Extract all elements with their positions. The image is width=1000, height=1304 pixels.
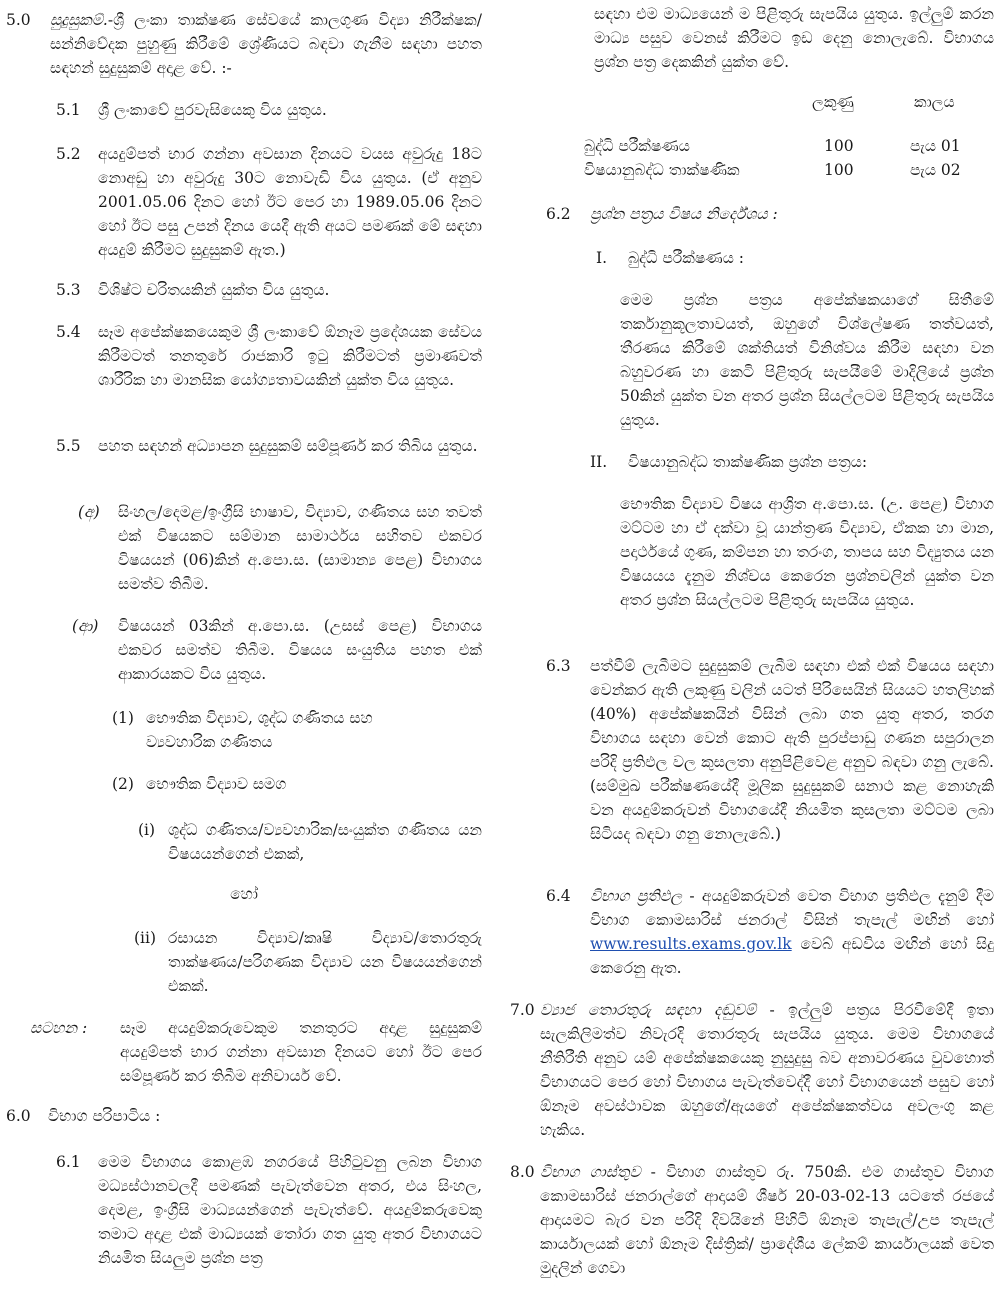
item-text: භෞතික විද්‍යාව සමග xyxy=(146,775,287,793)
section-number: 6.3 xyxy=(546,657,571,675)
section-number: 6.1 xyxy=(56,1153,81,1171)
section-text: සඳහා එම මාධ්‍යයෙන් ම පිළිතුරු සැපයිය යුතුය. ඉල්ලුම් කරන මාධ්‍ය පසුව වෙනස් කිරීමට ඉඩ දෙනු නොලැබේ. විභාගය ප්‍රශ්න පත්‍ර දෙකකින් යුක්ත වේ. xyxy=(594,5,994,71)
section-text: විභාග පරිපාටිය : xyxy=(48,1107,161,1125)
section-number: 5.3 xyxy=(56,281,81,299)
section-number: 8.0 xyxy=(510,1163,535,1181)
table-header-marks: ලකුණු xyxy=(812,93,854,111)
item-label: (2) xyxy=(112,775,134,793)
table-row-subject: බුද්ධි පරීක්ෂණය xyxy=(584,137,690,155)
paper-text: මෙම ප්‍රශ්න පත්‍රය අපේක්ෂකයාගේ සිතීමේ තර්කානුකූලතාවයත්, ඔහුගේ විශ්ලේෂණ තත්වයත්, තීරණය කිරීමේ ශක්තියත් විනිශ්වය කිරීම සඳහා වන බහුවරණ හා කෙටි පිළිතුරු සැපයීමේ මාදිලියේ ප්‍රශ්න 50කින් යුක්ත වන අතර ප්‍රශ්න සියල්ලටම පිළිතුරු සැපයිය යුතුය. xyxy=(620,291,994,429)
exam-papers-table xyxy=(580,90,1000,186)
section-text: ව්‍යාජ තොරතුරු සඳහා දඬුවම් - ඉල්ලුම් පත්‍රය පිරවීමේදී ඉතා සැලකිලිමත්ව නිවැරදි තොරතුරු සැපයිය යුතුය. මෙම විභාගයේ නීතිරීති අනුව යම් අපේක්ෂකයෙකු නුසුදුසු බව අනාවරණය වුවහොත් විභාගයට පෙර හෝ විභාගය පැවැත්වෙද්දී හෝ විභාගයෙන් පසුව හෝ ඕනෑම අවස්ථාවක ඔහුගේ/ඇයගේ අපේක්ෂකත්වය අවලංගු කළ හැකිය. xyxy=(540,1001,994,1139)
section-text: සෑම අපේක්ෂකයෙකුම ශ්‍රී ලංකාවේ ඕනෑම ප්‍රදේශයක සේවය කිරීමටත් තනතුරේ රාජකාරි ඉටු කිරීමටත් ප්‍රමාණවත් ශාරීරික හා මානසික යෝග්‍යතාවයකින් යුක්ත විය යුතුය. xyxy=(98,323,482,389)
section-text: විශිෂ්ට චරිතයකින් යුක්ත විය යුතුය. xyxy=(98,281,330,299)
paper-label: I. xyxy=(596,249,608,267)
section-text: මෙම විභාගය කොළඹ නගරයේ පිහිටුවනු ලබන විභාග මධ්‍යස්ථානවලදී පමණක් පැවැත්වෙන අතර, එය සිංහල, දෙමළ, ඉංග්‍රීසි මාධ්‍යයන්ගෙන් පැවැත්වේ. අයදුම්කරුවෙකු තමාට අදාළ එක් මාධ්‍යයක් තෝරා ගත යුතු අතර විභාගයට නියමිත සියලුම ප්‍රශ්න පත්‍ර xyxy=(98,1153,482,1267)
paper-title: බුද්ධි පරීක්ෂණය : xyxy=(628,249,745,267)
item-label: (i) xyxy=(138,821,156,839)
note-text: සෑම අයදුම්කරුවෙකුම තනතුරට අදාළ සුදුසුකම් අයදුම්පත් භාර ගන්නා අවසාන දිනයට හෝ ඊට පෙර සම්පූර්ණ කර තිබීම අනිවාර්ය වේ. xyxy=(120,1019,482,1085)
paper-title: විෂයානුබද්ධ තාක්ෂණික ප්‍රශ්න පත්‍රය: xyxy=(628,453,868,471)
section-number: 6.2 xyxy=(546,205,571,223)
section-text: විභාග ගාස්තුව - විභාග ගාස්තුව රු. 750කි. එම ගාස්තුව විභාග කොමසාරිස් ජනරාල්ගේ ආදායම් ශීර්ෂ 20-03-02-13 යටතේ රජයේ ආදායමට බැර වන පරිදි දිවයිනේ පිහිටි ඕනෑම තැපැල්/උප තැපැල් කාර්යාලයක් හෝ ඕනෑම දිස්ත්‍රික්/ ප්‍රාදේශීය ලේකම් කාර්යාලයක් වෙත මුදලින් ගෙවා xyxy=(540,1163,994,1277)
table-row-marks: 100 xyxy=(824,137,854,155)
table-row-time: පැය 01 xyxy=(910,137,961,155)
section-number: 6.4 xyxy=(546,887,571,905)
section-number: 7.0 xyxy=(510,1001,535,1019)
section-number: 6.0 xyxy=(6,1107,31,1125)
item-label: (ආ) xyxy=(72,617,99,635)
section-text: අයදුම්පත් භාර ගන්නා අවසාන දිනයට වයස අවුරුදු 18ට නොඅඩු හා අවුරුදු 30ට නොවැඩි විය යුතුය. (ඒ අනුව 2001.05.06 දිනට හෝ ඊට පෙර හා 1989.05.06 දිනට හෝ ඊට පසු උපන් දිනය යෙදී ඇති අයට පමණක් මේ සඳහා අයදුම් කිරීමට සුදුසුකම් ඇත.) xyxy=(98,145,482,259)
item-label: (අ) xyxy=(78,503,100,521)
paper-text: භෞතික විද්‍යාව විෂය ආශ්‍රිත අ.පො.ස. (උ. පෙළ) විභාග මට්ටම හා ඒ දක්වා වූ යාන්ත්‍රණ විද්‍යාව, ඒකක හා මාන, පදාර්ථයේ ගුණ, කම්පන හා තරංග, තාපය සහ විද්‍යුතය යන විෂයයය දැනුම නිශ්චය කෙරෙන ප්‍රශ්නවලින් යුක්ත වන අතර ප්‍රශ්න සියල්ලටම පිළිතුරු සැපයිය යුතුය. xyxy=(620,495,994,609)
item-label: (1) xyxy=(112,709,134,727)
table-row-subject: විෂයානුබද්ධ තාක්ෂණික xyxy=(584,161,740,179)
section-text: විභාග ප්‍රතිඵල - අයදුම්කරුවන් වෙත විභාග ප්‍රතිඵල දැනුම් දීම විභාග කොමසාරිස් ජනරාල් විසින් තැපැල් මඟින් හෝ www.results.exams.gov.lk වෙබ් අඩවිය මඟින් හෝ සිදු කෙරෙනු ඇත. xyxy=(590,887,995,977)
item-text: විෂයයන් 03කින් අ.පො.ස. (උසස් පෙළ) විභාගය එකවර සමත්ව තිබීම. විෂයය සංයුතිය පහත එක් ආකාරයකට විය යුතුය. xyxy=(118,617,482,683)
section-number: 5.4 xyxy=(56,323,81,341)
table-row-time: පැය 02 xyxy=(910,161,961,179)
section-text: පහත සඳහන් අධ්‍යාපන සුදුසුකම් සම්පූර්ණ කර තිබිය යුතුය. xyxy=(98,437,478,455)
paper-label: II. xyxy=(590,453,608,471)
section-text: පත්වීම් ලැබීමට සුදුසුකම් ලැබීම සඳහා එක් එක් විෂයය සඳහා වෙන්කර ඇති ලකුණු වලින් යටත් පිරිසෙයින් සියයට හතලිහක් (40%) අපේක්ෂකයින් විසින් ලබා ගත යුතු අතර, තරග විභාගය සඳහා වෙන් කොට ඇති පුරප්පාඩු ගණන සපුරාලන පරිදි ප්‍රතිඵල වල කුසලතා අනුපිළිවෙළ අනුව බඳවා ගනු ලැබේ. (සම්මුඛ පරීක්ෂණයේදී මූලික සුදුසුකම් සනාථ කළ නොහැකි වන අයදුම්කරුවන් විභාගයේදී නියමිත කුසලතා මට්ටම ලබා සිටියද බඳවා ගනු නොලැබේ.) xyxy=(590,657,994,843)
section-number: 5.1 xyxy=(56,101,81,119)
section-text: ප්‍රශ්න පත්‍රය විෂය නිර්දේශය : xyxy=(590,205,778,223)
item-label: (ii) xyxy=(134,929,157,947)
results-website-link[interactable]: www.results.exams.gov.lk xyxy=(590,935,792,953)
item-text: භෞතික විද්‍යාව, ශුද්ධ ගණිතය සහ ව්‍යවහාරික ගණිතය xyxy=(146,709,373,751)
note-label: සටහන : xyxy=(30,1019,88,1037)
item-text: රසායන විද්‍යාව/කෘෂි විද්‍යාව/තොරතුරු තාක්ෂණය/පරිගණක විද්‍යාව යන විෂයයන්ගෙන් එකක්. xyxy=(168,929,482,995)
item-text: ශුද්ධ ගණිතය/ව්‍යවහාරික/සංයුක්ත ගණිතය යන විෂයයන්ගෙන් එකක්, xyxy=(168,821,482,863)
table-header-time: කාලය xyxy=(914,93,955,111)
table-row-marks: 100 xyxy=(824,161,854,179)
section-number: 5.5 xyxy=(56,437,81,455)
section-text: සුදුසුකම්.-ශ්‍රී ලංකා තාක්ෂණ සේවයේ කාලගුණ විද්‍යා නිරීක්ෂක/ සන්නිවේදක පුහුණු කිරීමේ ශ්‍රේණියට බඳවා ගැනීම සඳහා පහත සඳහන් සුදුසුකම් අදාළ වේ. :- xyxy=(50,11,482,77)
section-number: 5.0 xyxy=(6,11,31,29)
section-text: ශ්‍රී ලංකාවේ පුරවැසියෙකු විය යුතුය. xyxy=(98,101,327,119)
item-text: සිංහල/දෙමළ/ඉංග්‍රීසි භාෂාව, විද්‍යාව, ගණිතය සහ තවත් එක් විෂයකට සම්මාන සාමාර්ථය සහිතව එකවර විෂයයන් (06)කින් අ.පො.ස. (සාමාන්‍ය පෙළ) විභාගය සමත්ව තිබීම. xyxy=(118,503,482,593)
section-number: 5.2 xyxy=(56,145,81,163)
or-text: හෝ xyxy=(230,885,258,903)
